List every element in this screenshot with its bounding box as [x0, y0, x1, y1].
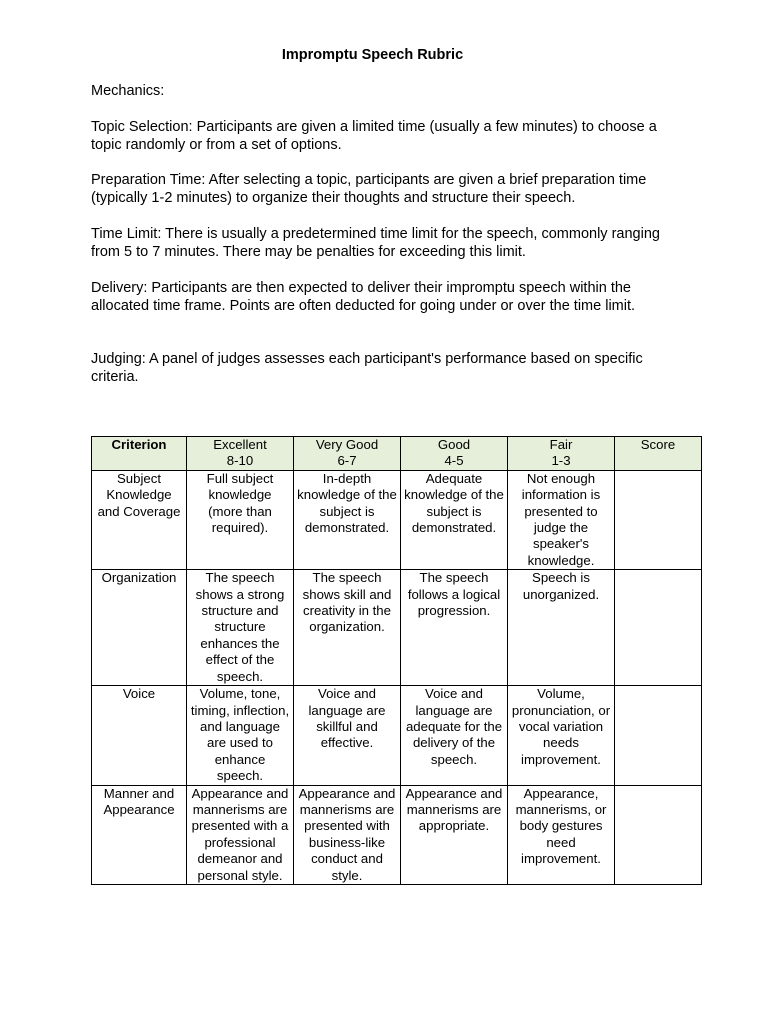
paragraph-preparation-time: Preparation Time: After selecting a topic, participants are given a brief preparation time (typically 1-2 minutes) to organize their thoughts and structure their speech.	[91, 172, 647, 206]
cell-excellent: Appearance and mannerisms are presented with a professional demeanor and personal style.	[187, 785, 294, 884]
cell-fair: Not enough information is presented to judge the speaker's knowledge.	[508, 470, 615, 569]
cell-good: The speech follows a logical progression.	[401, 570, 508, 686]
cell-score	[615, 785, 702, 884]
header-excellent-label: Excellent	[213, 437, 267, 452]
rubric-table	[91, 436, 702, 885]
header-very-good	[294, 437, 401, 471]
cell-fair: Volume, pronunciation, or vocal variation needs improvement.	[508, 686, 615, 785]
cell-excellent: Full subject knowledge (more than required).	[187, 470, 294, 569]
cell-very-good: Voice and language are skillful and effective.	[294, 686, 401, 785]
paragraph-delivery: Delivery: Participants are then expected to deliver their impromptu speech within the allocated time frame. Points are often deducted for going under or over the time limit.	[91, 280, 636, 314]
cell-score	[615, 570, 702, 686]
cell-excellent: Volume, tone, timing, inflection, and language are used to enhance speech.	[187, 686, 294, 785]
header-score: Score	[615, 437, 702, 471]
rubric-row-subject-knowledge	[92, 470, 702, 569]
rubric-row-voice	[92, 686, 702, 785]
mechanics-heading: Mechanics:	[91, 83, 165, 99]
cell-fair: Speech is unorganized.	[508, 570, 615, 686]
cell-criterion: Subject Knowledge and Coverage	[92, 470, 187, 569]
rubric-row-organization	[92, 570, 702, 686]
cell-very-good: The speech shows skill and creativity in the organization.	[294, 570, 401, 686]
header-excellent-range: 8-10	[226, 453, 254, 469]
cell-excellent: The speech shows a strong structure and structure enhances the effect of the speech.	[187, 570, 294, 686]
cell-very-good: In-depth knowledge of the subject is demonstrated.	[294, 470, 401, 569]
header-very-good-label: Very Good	[315, 437, 379, 452]
cell-criterion: Voice	[92, 686, 187, 785]
header-fair	[508, 437, 615, 471]
rubric-header	[92, 437, 702, 471]
cell-score	[615, 686, 702, 785]
cell-good: Adequate knowledge of the subject is demonstrated.	[401, 470, 508, 569]
header-excellent	[187, 437, 294, 471]
cell-good: Appearance and mannerisms are appropriate.	[401, 785, 508, 884]
page-title: Impromptu Speech Rubric	[281, 47, 464, 63]
cell-good: Voice and language are adequate for the delivery of the speech.	[401, 686, 508, 785]
paragraph-judging: Judging: A panel of judges assesses each participant's performance based on specific criteria.	[91, 351, 643, 385]
rubric-row-manner-appearance	[92, 785, 702, 884]
rubric-body	[92, 470, 702, 884]
header-good-label: Good	[437, 437, 471, 452]
header-criterion: Criterion	[92, 437, 187, 471]
header-good-range: 4-5	[444, 453, 464, 469]
cell-fair: Appearance, mannerisms, or body gestures need improvement.	[508, 785, 615, 884]
header-very-good-range: 6-7	[337, 453, 357, 469]
cell-score	[615, 470, 702, 569]
cell-very-good: Appearance and mannerisms are presented with business-like conduct and style.	[294, 785, 401, 884]
paragraph-time-limit: Time Limit: There is usually a predetermined time limit for the speech, commonly ranging from 5 to 7 minutes. There may be penalties for exceeding this limit.	[91, 226, 660, 260]
header-fair-label: Fair	[549, 437, 573, 452]
rubric-header-row	[92, 437, 702, 471]
paragraph-topic-selection: Topic Selection: Participants are given a limited time (usually a few minutes) to choose a topic randomly or from a set of options.	[91, 119, 657, 153]
header-fair-range: 1-3	[551, 453, 571, 469]
header-good	[401, 437, 508, 471]
cell-criterion: Manner and Appearance	[92, 785, 187, 884]
cell-criterion: Organization	[92, 570, 187, 686]
